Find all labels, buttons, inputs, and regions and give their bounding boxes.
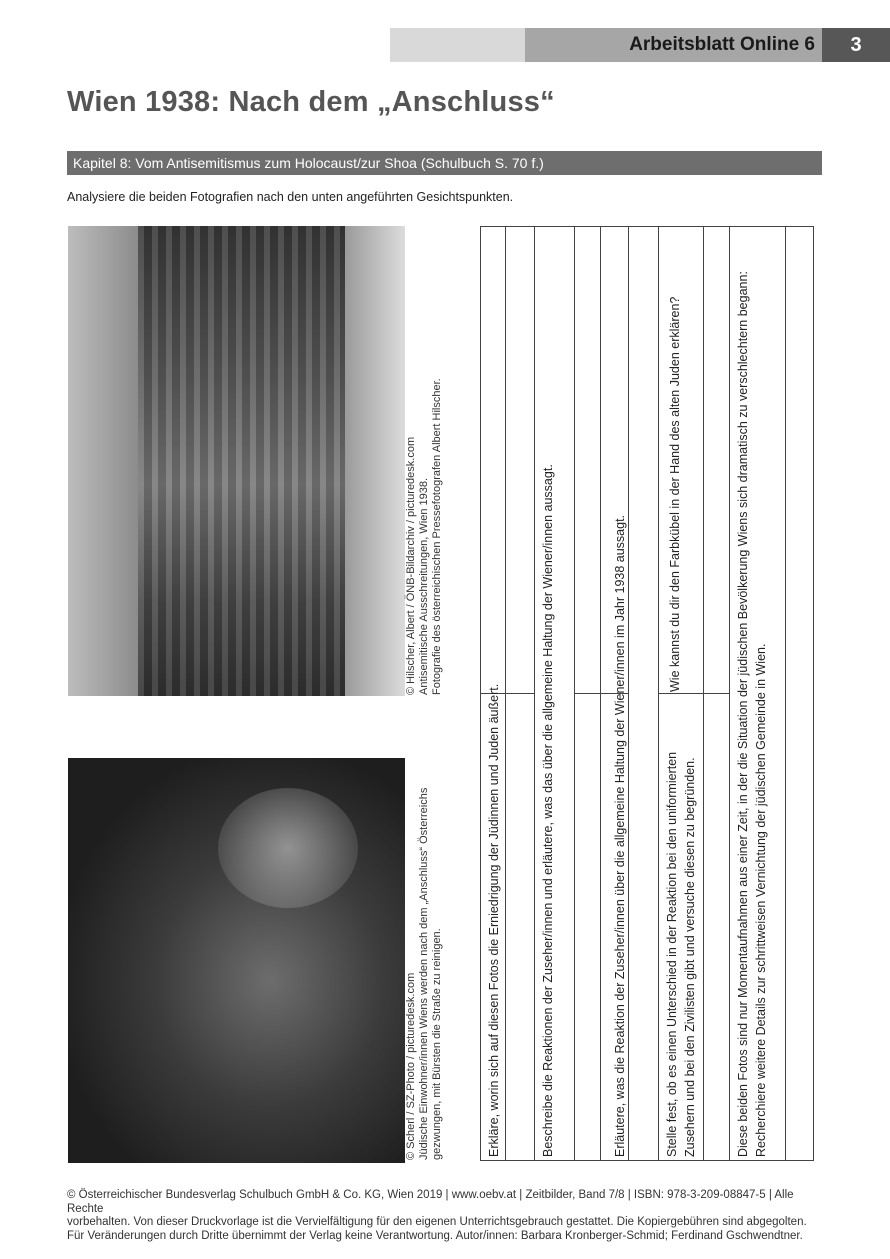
- task-line: Recherchiere weitere Details zur schrittweisen Vernichtung der jüdischen Gemeinde in Wien.: [754, 643, 768, 1157]
- page-title: Wien 1938: Nach dem „Anschluss“: [67, 86, 555, 118]
- chapter-banner: Kapitel 8: Vom Antisemitismus zum Holocaust/zur Shoa (Schulbuch S. 70 f.): [67, 151, 822, 175]
- photo-antisemitic-riots: [68, 226, 405, 696]
- copyright-footer: [67, 1189, 827, 1243]
- task-2: [539, 464, 557, 1157]
- caption-line: © Scherl / SZ-Photo / picturedesk.com: [405, 972, 417, 1160]
- worksheet-label: Arbeitsblatt Online 6: [629, 34, 815, 55]
- instruction-text: Analysiere die beiden Fotografien nach den unten angeführten Gesichtspunkten.: [67, 190, 514, 204]
- task-5: [666, 297, 684, 692]
- task-line: Wie kannst du dir den Farbkübel in der Hand des alten Juden erklären?: [668, 296, 682, 692]
- task-1: [485, 684, 503, 1157]
- footer-line: Für Veränderungen durch Dritte übernimmt der Verlag keine Verantwortung. Autor/innen: Barbara Kronberger-Schmid; Ferdinand Gschwendtner.: [67, 1229, 803, 1242]
- task-line: Stelle fest, ob es einen Unterschied in der Reaktion bei den uniformierten: [665, 751, 679, 1157]
- row-divider: [659, 693, 730, 694]
- answer-column: [629, 227, 659, 1160]
- photo-sky-area: [68, 226, 138, 696]
- task-line: Erläutere, was die Reaktion der Zuseher/innen über die allgemeine Haltung der Wiener/innen im Jahr 1938 aussagt.: [613, 514, 627, 1157]
- photo-street-area: [345, 226, 405, 696]
- task-line: Beschreibe die Reaktionen der Zuseher/innen und erläutere, was das über die allgemeine Haltung der Wiener/innen aussagt.: [541, 464, 555, 1157]
- photo-caption-1: [405, 378, 444, 695]
- task-6: [734, 271, 770, 1157]
- page-number: 3: [822, 28, 890, 62]
- caption-line: gezwungen, mit Bürsten die Straße zu reinigen.: [431, 928, 443, 1160]
- task-line: Erkläre, worin sich auf diesen Fotos die Erniedrigung der Jüdinnen und Juden äußert.: [487, 683, 501, 1157]
- task-table: [480, 226, 814, 1161]
- task-line: Zusehern und bei den Zivilisten gibt und versuche diesen zu begründen.: [683, 757, 697, 1157]
- task-line: Diese beiden Fotos sind nur Momentaufnahmen aus einer Zeit, in der die Situation der jüdischen Bevölkerung Wiens sich dramatisch zu verschlechtern begann:: [736, 271, 750, 1157]
- task-4: [663, 752, 699, 1157]
- caption-line: Fotografie des österreichischen Pressefotografen Albert Hilscher.: [431, 378, 443, 695]
- caption-line: Antisemitische Ausschreitungen, Wien 1938.: [418, 477, 430, 695]
- header-bar-light: [390, 28, 525, 62]
- caption-line: © Hilscher, Albert / ÖNB-Bildarchiv / picturedesk.com: [405, 436, 417, 695]
- footer-line: vorbehalten. Von dieser Druckvorlage ist die Vervielfältigung für den eigenen Unterrichtsgebrauch gestattet. Die Kopiergebühren sind abgegolten.: [67, 1216, 807, 1228]
- task-3: [611, 515, 629, 1157]
- photo-caption-2: [405, 788, 444, 1160]
- photo-highlight: [218, 788, 358, 908]
- footer-line: © Österreichischer Bundesverlag Schulbuch GmbH & Co. KG, Wien 2019 | www.oebv.at | Zeitbilder, Band 7/8 | ISBN: 978-3-209-08847-5 | Alle Rechte: [67, 1189, 794, 1215]
- caption-line: Jüdische Einwohner/innen Wiens werden nach dem „Anschluss“ Österreichs: [418, 787, 430, 1160]
- photo-street-cleaning: [68, 758, 405, 1163]
